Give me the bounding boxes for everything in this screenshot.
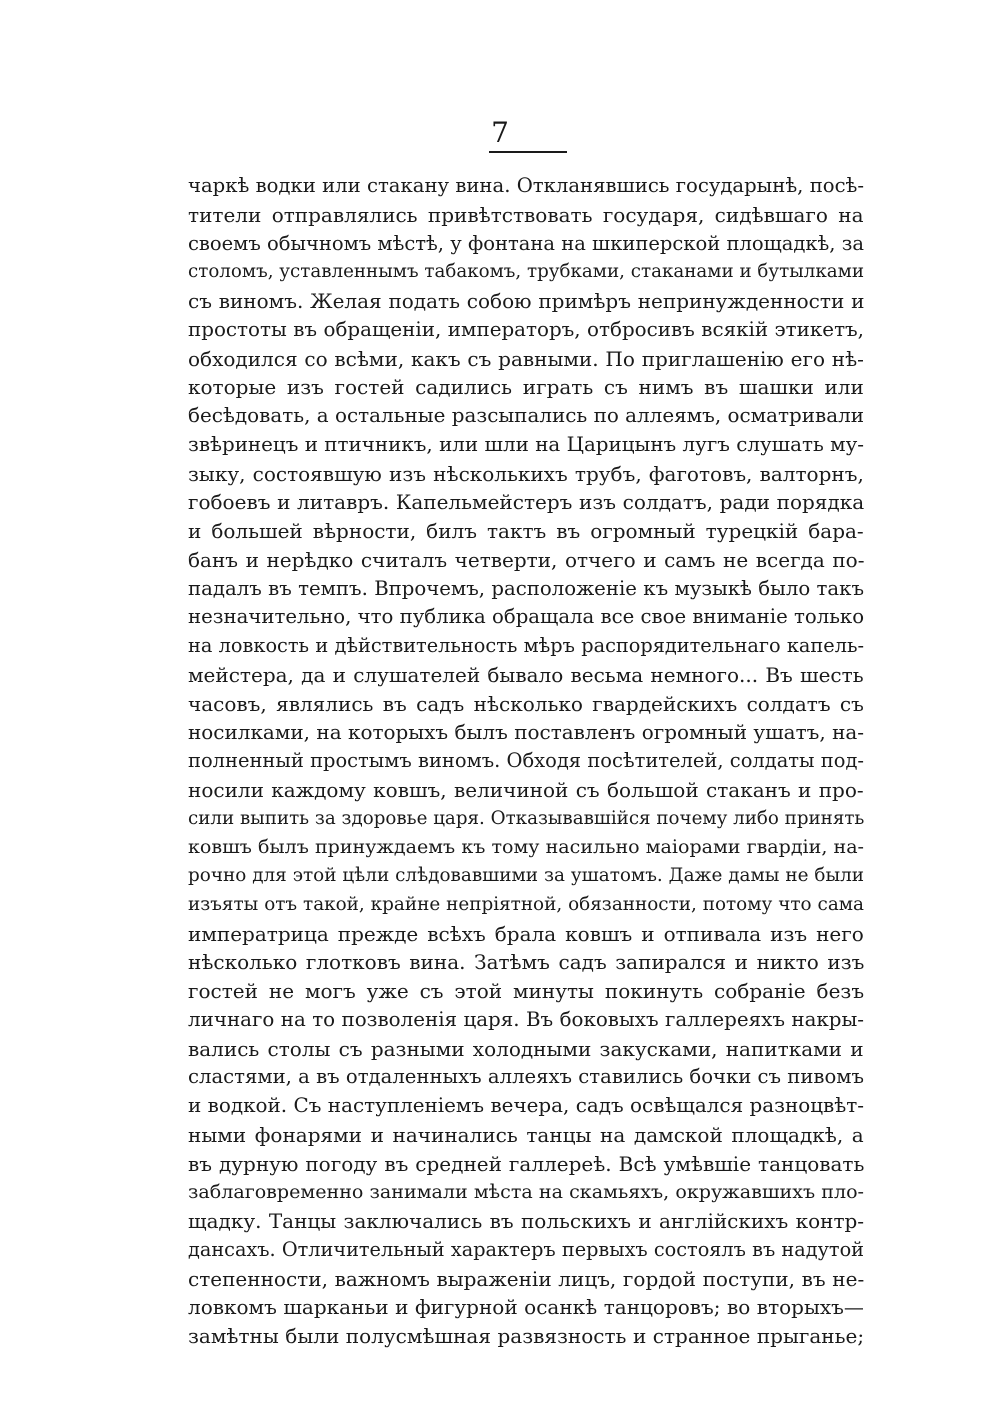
text-line-29: гостей не могъ уже съ этой минуты покинуть собраніе безъ xyxy=(188,979,865,1003)
text-line-6: простоты въ обращеніи, императоръ, отбросивъ всякій этикетъ, xyxy=(188,317,864,341)
text-line-8: которые изъ гостей садились играть съ нимъ въ шашки или xyxy=(188,375,864,400)
text-line-10: звѣринецъ и птичникъ, или шли на Царицынъ лугъ слушать му- xyxy=(188,432,864,456)
text-line-11: зыку, состоявшую изъ нѣсколькихъ трубъ, фаготовъ, валторнъ, xyxy=(188,461,864,486)
text-line-20: носилками, на которыхъ былъ поставленъ огромный ушатъ, на- xyxy=(188,720,864,745)
text-line-41: замѣтны были полусмѣшная развязность и странное прыганье; xyxy=(188,1324,865,1348)
text-line-5: съ виномъ. Желая подать собою примѣръ непринужденности и xyxy=(188,289,865,313)
text-line-4: столомъ, уставленнымъ табакомъ, трубками, стаканами и бутылками xyxy=(188,261,864,283)
text-line-23: сили выпить за здоровье царя. Отказывавшійся почему либо принять xyxy=(188,807,865,829)
text-line-28: нѣсколько глотковъ вина. Затѣмъ садъ запирался и никто изъ xyxy=(188,950,865,975)
text-line-9: бесѣдовать, а остальные разсыпались по аллеямъ, осматривали xyxy=(188,404,864,427)
text-line-27: императрица прежде всѣхъ брала ковшъ и отпивала изъ него xyxy=(188,921,864,946)
text-line-16: незначительно, что публика обращала все свое вниманіе только xyxy=(188,605,865,629)
text-line-24: ковшъ былъ принуждаемъ къ тому насильно маіорами гвардіи, на- xyxy=(188,836,864,859)
text-line-7: обходился со всѣми, какъ съ равными. По приглашенію его нѣ- xyxy=(188,346,864,371)
text-line-37: щадку. Танцы заключались въ польскихъ и англійскихъ контр- xyxy=(188,1209,865,1233)
text-line-15: падалъ въ темпъ. Впрочемъ, расположеніе къ музыкѣ было такъ xyxy=(188,576,864,600)
text-line-22: носили каждому ковшъ, величиной съ большой стаканъ и про- xyxy=(188,777,864,802)
page-number: 7 xyxy=(491,116,509,149)
text-line-26: изъяты отъ такой, крайне непріятной, обязанности, потому что сама xyxy=(188,893,864,915)
text-line-1: чаркѣ водки или стакану вина. Откланявшись государынѣ, посѣ- xyxy=(188,174,864,197)
text-line-34: ными фонарями и начинались танцы на дамской площадкѣ, а xyxy=(188,1122,864,1147)
text-line-2: тители отправлялись привѣтствовать государя, сидѣвшаго на xyxy=(188,202,864,227)
text-line-13: и большей вѣрности, билъ тактъ въ огромный турецкій бара- xyxy=(188,519,864,543)
text-line-38: дансахъ. Отличительный характеръ первыхъ состоялъ въ надутой xyxy=(188,1237,864,1261)
text-line-32: сластями, а въ отдаленныхъ аллеяхъ ставились бочки съ пивомъ xyxy=(188,1065,864,1089)
text-line-31: вались столы съ разными холодными закусками, напитками и xyxy=(188,1036,864,1061)
text-line-36: заблаговременно занимали мѣста на скамьяхъ, окружавшихъ пло- xyxy=(188,1181,864,1204)
text-line-12: гобоевъ и литавръ. Капельмейстеръ изъ солдатъ, ради порядка xyxy=(188,490,865,515)
text-line-25: рочно для этой цѣли слѣдовавшими за ушатомъ. Даже дамы не были xyxy=(188,865,864,886)
text-line-33: и водкой. Съ наступленіемъ вечера, садъ освѣщался разноцвѣт- xyxy=(188,1094,864,1117)
page-number-rule xyxy=(489,151,567,153)
text-line-35: въ дурную погоду въ средней галлереѣ. Всѣ умѣвшіе танцовать xyxy=(188,1151,865,1176)
text-line-21: полненный простымъ виномъ. Обходя посѣтителей, солдаты под- xyxy=(188,749,864,772)
body-text xyxy=(188,172,864,1351)
text-line-39: степенности, важномъ выраженіи лицъ, гордой поступи, въ не- xyxy=(188,1266,865,1291)
text-line-18: мейстера, да и слушателей бывало весьма немного... Въ шесть xyxy=(188,662,864,687)
text-line-30: личнаго на то позволенія царя. Въ боковыхъ галлереяхъ накры- xyxy=(188,1007,864,1031)
text-line-17: на ловкость и дѣйствительность мѣръ распорядительнаго капель- xyxy=(188,634,864,657)
text-line-3: своемъ обычномъ мѣстѣ, у фонтана на шкиперской площадкѣ, за xyxy=(188,231,864,255)
text-line-40: ловкомъ шарканьи и фигурной осанкѣ танцоровъ; во вторыхъ— xyxy=(188,1295,864,1320)
text-line-14: банъ и нерѣдко считалъ четверти, отчего и самъ не всегда по- xyxy=(188,547,865,572)
text-line-19: часовъ, являлись въ садъ нѣсколько гвардейскихъ солдатъ съ xyxy=(188,691,864,716)
